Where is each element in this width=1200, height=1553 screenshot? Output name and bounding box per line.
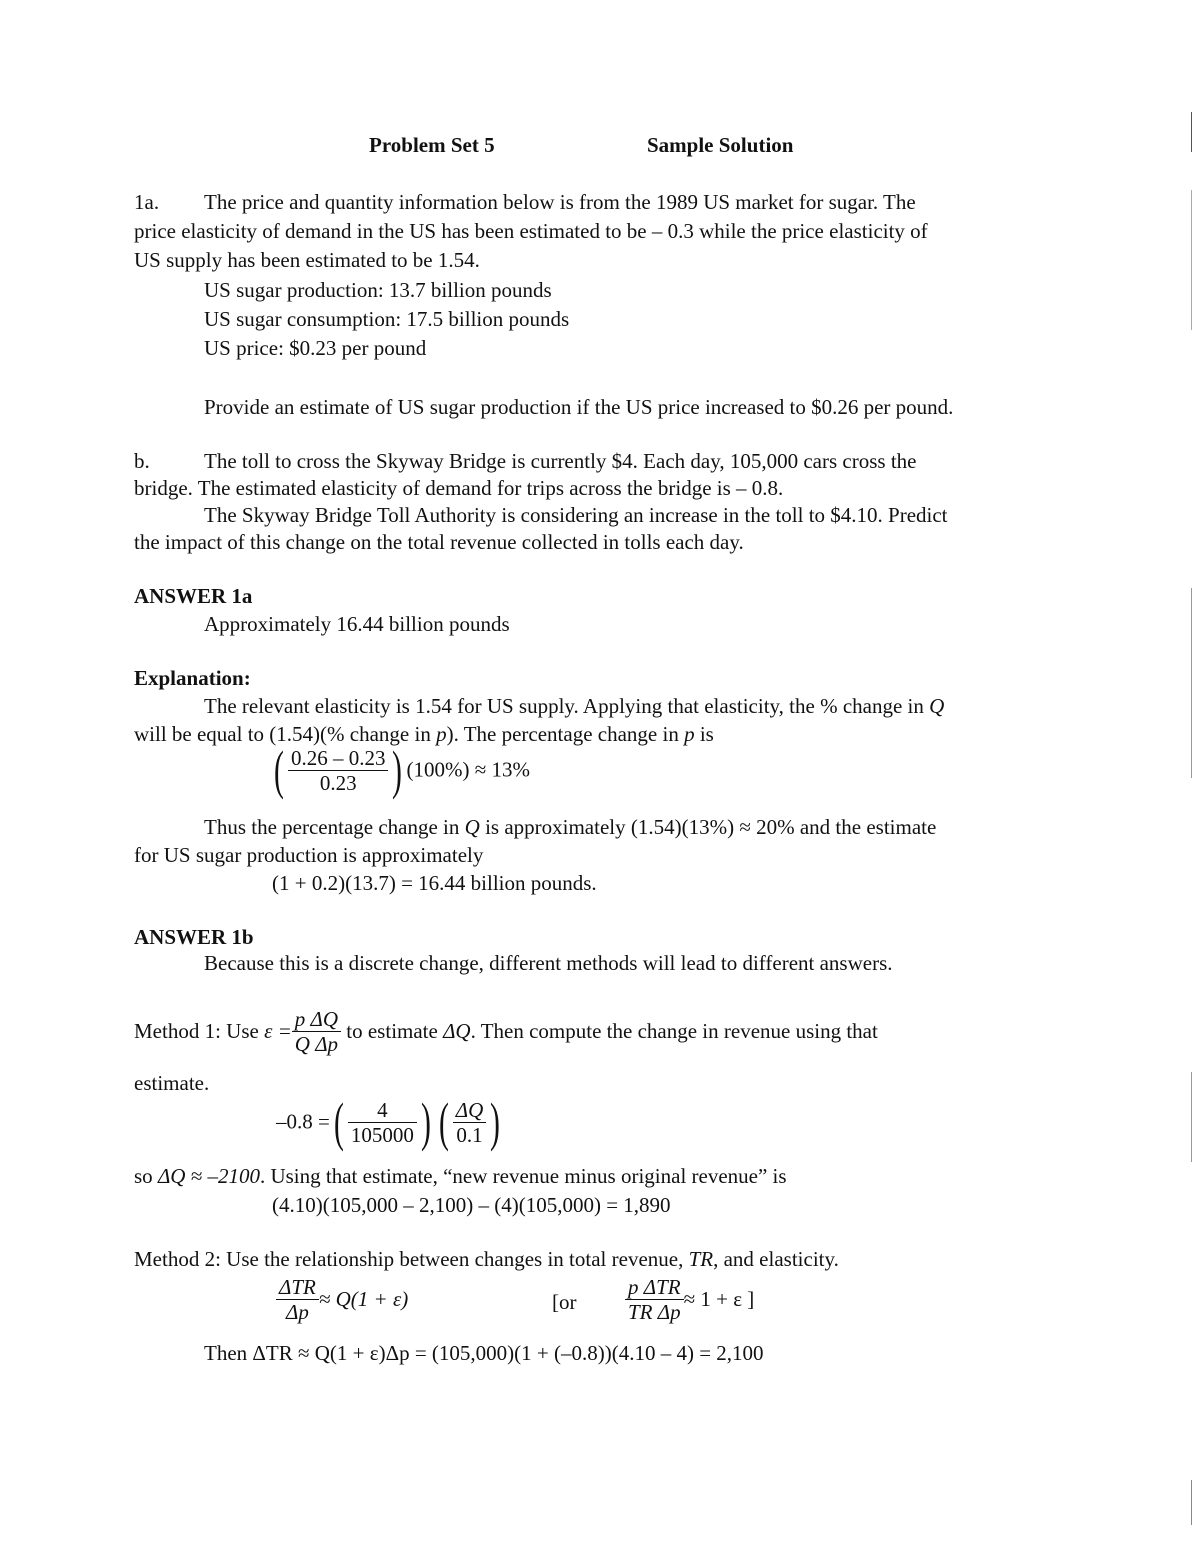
method1-text-b: to estimate bbox=[341, 1019, 444, 1043]
method1-text-c: . Then compute the change in revenue using that bbox=[470, 1019, 878, 1043]
problem-1b-line4: the impact of this change on the total revenue collected in tolls each day. bbox=[134, 530, 744, 554]
page-title: Problem Set 5 bbox=[369, 133, 495, 157]
equation-lhs: –0.8 = bbox=[276, 1109, 330, 1134]
so-text-b: . Using that estimate, “new revenue minus original revenue” is bbox=[259, 1164, 787, 1188]
right-paren: ) bbox=[490, 1092, 501, 1152]
variable-q: Q bbox=[464, 815, 480, 839]
epsilon-symbol: ε = bbox=[264, 1019, 292, 1043]
scan-edge-mark bbox=[1191, 1072, 1192, 1162]
scan-edge-mark bbox=[1191, 588, 1192, 778]
explanation-line4: for US sugar production is approximately bbox=[134, 843, 484, 867]
so-text: so bbox=[134, 1164, 158, 1188]
elasticity-equation bbox=[276, 1092, 504, 1152]
revenue-equation: (4.10)(105,000 – 2,100) – (4)(105,000) = 1,890 bbox=[272, 1193, 671, 1217]
alt-fraction bbox=[625, 1276, 684, 1323]
answer-1a-text: Approximately 16.44 billion pounds bbox=[204, 612, 510, 636]
problem-1b-line3: The Skyway Bridge Toll Authority is considering an increase in the toll to $4.10. Predict bbox=[204, 503, 948, 527]
right-paren: ) bbox=[392, 740, 403, 800]
fraction-denominator: TR Δp bbox=[628, 1300, 681, 1324]
explanation-line3 bbox=[204, 815, 936, 840]
answer-1b-text: Because this is a discrete change, different methods will lead to different answers. bbox=[204, 951, 893, 975]
elasticity-numerator: p ΔQ bbox=[292, 1008, 341, 1032]
explanation-line3-text-a: Thus the percentage change in bbox=[204, 815, 465, 839]
fraction-numerator: p ΔTR bbox=[625, 1276, 684, 1300]
problem-1b-line2: bridge. The estimated elasticity of demand for trips across the bridge is – 0.8. bbox=[134, 476, 784, 500]
method1-estimate: estimate. bbox=[134, 1071, 210, 1095]
fraction-denominator: 0.1 bbox=[456, 1122, 483, 1147]
tr-symbol: TR bbox=[688, 1247, 714, 1271]
alt-relationship-bracket: [or bbox=[552, 1290, 577, 1314]
delta-q: ΔQ bbox=[443, 1019, 471, 1043]
elasticity-fraction bbox=[292, 1008, 341, 1055]
fraction-numerator: ΔTR bbox=[276, 1276, 319, 1300]
problem-1a-line3: US supply has been estimated to be 1.54. bbox=[134, 248, 480, 272]
answer-1a-heading: ANSWER 1a bbox=[134, 584, 253, 608]
alt-relationship bbox=[625, 1276, 754, 1323]
fraction-numerator: 4 bbox=[348, 1099, 417, 1123]
method2-line bbox=[134, 1247, 839, 1272]
delta-q-estimate: ΔQ ≈ –2100 bbox=[157, 1164, 260, 1188]
fraction-denominator: 0.23 bbox=[319, 770, 357, 795]
left-paren: ( bbox=[274, 740, 284, 800]
relationship-rhs: ≈ Q(1 + ε) bbox=[318, 1287, 409, 1311]
explanation-line3-text-b: is approximately (1.54)(13%) ≈ 20% and the estimate bbox=[479, 815, 937, 839]
elasticity-denominator: Q Δp bbox=[294, 1032, 339, 1056]
problem-1b-label: b. bbox=[134, 449, 150, 473]
page-subtitle: Sample Solution bbox=[647, 133, 794, 157]
formula-result: (100%) ≈ 13% bbox=[406, 757, 530, 782]
so-line bbox=[134, 1164, 787, 1189]
left-paren: ( bbox=[333, 1092, 344, 1152]
percent-change-formula bbox=[270, 740, 530, 800]
alt-relationship-rhs: ≈ 1 + ε ] bbox=[683, 1287, 755, 1311]
method1-text-a: Method 1: Use bbox=[134, 1019, 265, 1043]
explanation-line5: (1 + 0.2)(13.7) = 16.44 billion pounds. bbox=[272, 871, 597, 895]
explanation-line2-text-a: will be equal to (1.54)(% change in bbox=[134, 722, 437, 746]
then-line: Then ΔTR ≈ Q(1 + ε)Δp = (105,000)(1 + (–0.8))(4.10 – 4) = 2,100 bbox=[204, 1341, 764, 1365]
method1-line bbox=[134, 1008, 878, 1055]
right-paren: ) bbox=[420, 1092, 431, 1152]
data-line-production: US sugar production: 13.7 billion pounds bbox=[204, 278, 552, 302]
method2-text: Method 2: Use the relationship between changes in total revenue, bbox=[134, 1247, 689, 1271]
fraction-denominator: Δp bbox=[286, 1300, 309, 1324]
fraction-numerator: ΔQ bbox=[453, 1099, 487, 1123]
data-line-consumption: US sugar consumption: 17.5 billion pounds bbox=[204, 307, 570, 331]
problem-1a-line2: price elasticity of demand in the US has been estimated to be – 0.3 while the price elasticity of bbox=[134, 219, 928, 243]
delta-fraction bbox=[453, 1099, 487, 1146]
problem-1a-question: Provide an estimate of US sugar production if the US price increased to $0.26 per pound. bbox=[204, 395, 954, 419]
scan-edge-mark bbox=[1191, 112, 1192, 152]
variable-p: p bbox=[684, 722, 695, 746]
percent-change-fraction bbox=[288, 747, 389, 794]
explanation-heading: Explanation: bbox=[134, 666, 251, 690]
answer-1b-heading: ANSWER 1b bbox=[134, 925, 254, 949]
delta-tr-fraction bbox=[276, 1276, 319, 1323]
explanation-line1-text: The relevant elasticity is 1.54 for US supply. Applying that elasticity, the % change in bbox=[204, 694, 930, 718]
data-line-price: US price: $0.23 per pound bbox=[204, 336, 427, 360]
problem-1b-line1: The toll to cross the Skyway Bridge is currently $4. Each day, 105,000 cars cross the bbox=[204, 449, 917, 473]
price-quantity-fraction bbox=[348, 1099, 417, 1146]
variable-q: Q bbox=[929, 694, 945, 718]
fraction-denominator: 105000 bbox=[350, 1122, 414, 1147]
scan-edge-mark bbox=[1191, 190, 1192, 330]
method2-text-b: , and elasticity. bbox=[713, 1247, 839, 1271]
left-paren: ( bbox=[438, 1092, 449, 1152]
variable-p: p bbox=[436, 722, 447, 746]
explanation-line2-text-c: is bbox=[694, 722, 714, 746]
fraction-numerator: 0.26 – 0.23 bbox=[288, 747, 389, 771]
explanation-line1 bbox=[204, 694, 944, 719]
problem-1a-line1: The price and quantity information below is from the 1989 US market for sugar. The bbox=[204, 190, 916, 214]
explanation-line2-text-b: ). The percentage change in bbox=[446, 722, 685, 746]
revenue-relationship bbox=[276, 1276, 408, 1323]
problem-1a-label: 1a. bbox=[134, 190, 160, 214]
scan-edge-mark bbox=[1191, 1480, 1192, 1525]
